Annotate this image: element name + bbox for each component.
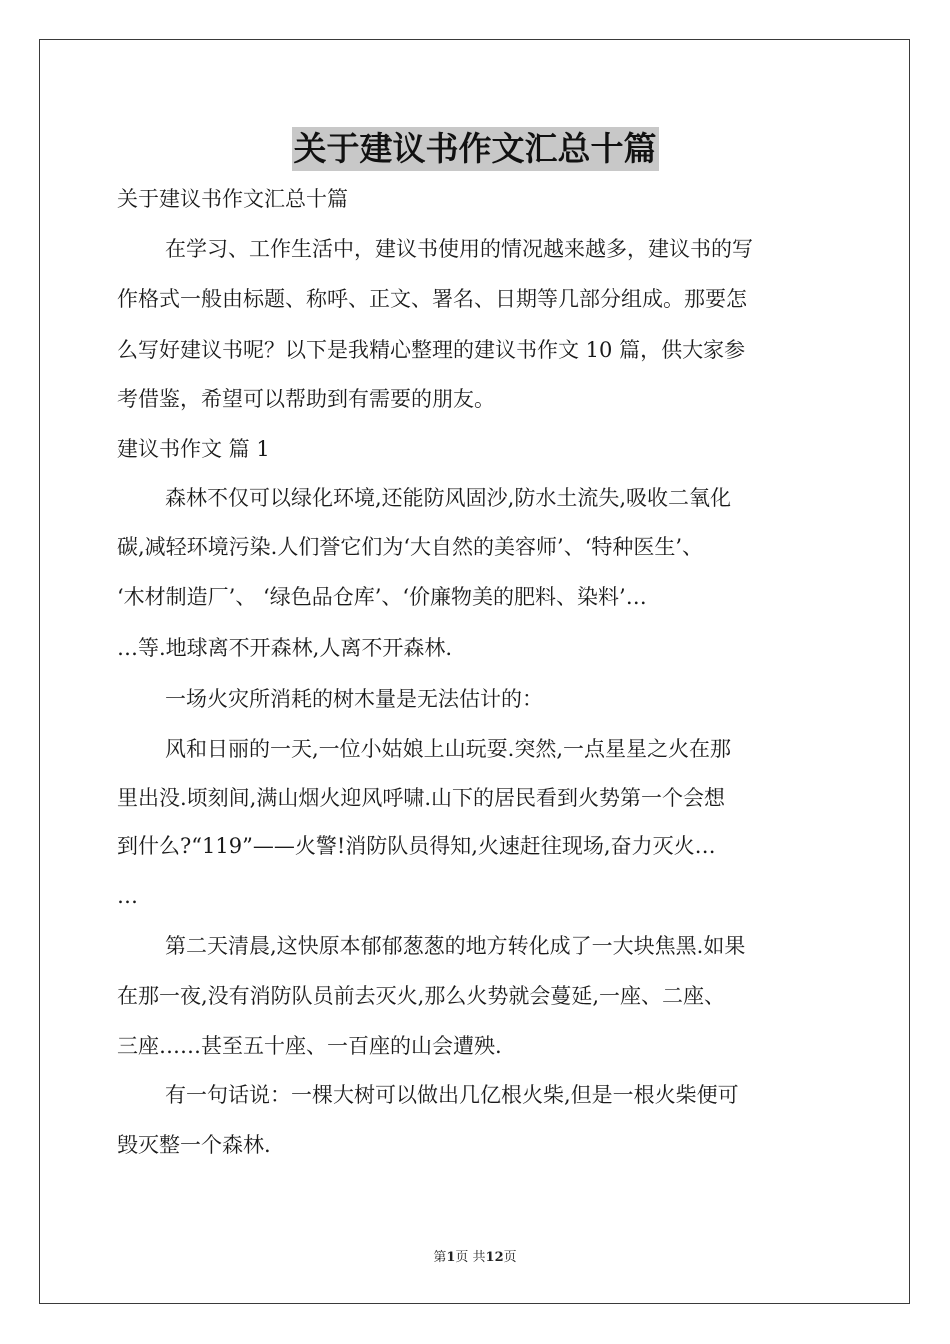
- page-border: [39, 39, 910, 1304]
- paragraph-line: ‘木材制造厂’、 ‘绿色品仓库’、‘价廉物美的肥料、染料’…: [117, 585, 647, 609]
- document-title: 关于建议书作文汇总十篇: [292, 127, 659, 171]
- footer-prefix: 第: [433, 1250, 447, 1265]
- paragraph-line: 在那一夜,没有消防队员前去灭火,那么火势就会蔓延,一座、二座、: [117, 984, 726, 1008]
- footer-suffix: 页: [503, 1250, 517, 1265]
- paragraph-line: …: [117, 884, 138, 908]
- paragraph-line: 第二天清晨,这快原本郁郁葱葱的地方转化成了一大块焦黑.如果: [165, 934, 746, 958]
- paragraph-line: 碳,减轻环境污染.人们誉它们为‘大自然的美容师’、‘特种医生’、: [117, 535, 704, 559]
- paragraph-line: 有一句话说：一棵大树可以做出几亿根火柴,但是一根火柴便可: [165, 1083, 739, 1107]
- paragraph-line: 么写好建议书呢？以下是我精心整理的建议书作文 10 篇，供大家参: [117, 338, 746, 362]
- title-wrap: [0, 127, 950, 171]
- paragraph-line: …等.地球离不开森林,人离不开森林.: [117, 636, 453, 660]
- paragraph-line: 考借鉴，希望可以帮助到有需要的朋友。: [117, 387, 495, 411]
- footer-page-number: 1: [446, 1250, 456, 1265]
- document-subtitle: 关于建议书作文汇总十篇: [117, 187, 348, 211]
- paragraph-line: 森林不仅可以绿化环境,还能防风固沙,防水土流失,吸收二氧化: [165, 486, 732, 510]
- paragraph-line: 三座……甚至五十座、一百座的山会遭殃.: [117, 1034, 502, 1058]
- paragraph-line: 在学习、工作生活中，建议书使用的情况越来越多，建议书的写: [165, 237, 753, 261]
- paragraph-line: 作格式一般由标题、称呼、正文、署名、日期等几部分组成。那要怎: [117, 287, 747, 311]
- page-footer: [0, 1246, 950, 1265]
- paragraph-line: 到什么?“119”——火警!消防队员得知,火速赶往现场,奋力灭火…: [117, 834, 716, 858]
- paragraph-line: 风和日丽的一天,一位小姑娘上山玩耍.突然,一点星星之火在那: [165, 737, 732, 761]
- footer-total-pages: 12: [485, 1250, 504, 1265]
- section-heading: 建议书作文 篇 1: [117, 437, 270, 461]
- paragraph-line: 一场火灾所消耗的树木量是无法估计的：: [165, 687, 543, 711]
- paragraph-line: 毁灭整一个森林.: [117, 1133, 271, 1157]
- paragraph-line: 里出没.顷刻间,满山烟火迎风呼啸.山下的居民看到火势第一个会想: [117, 786, 726, 810]
- footer-mid: 页 共: [455, 1250, 486, 1265]
